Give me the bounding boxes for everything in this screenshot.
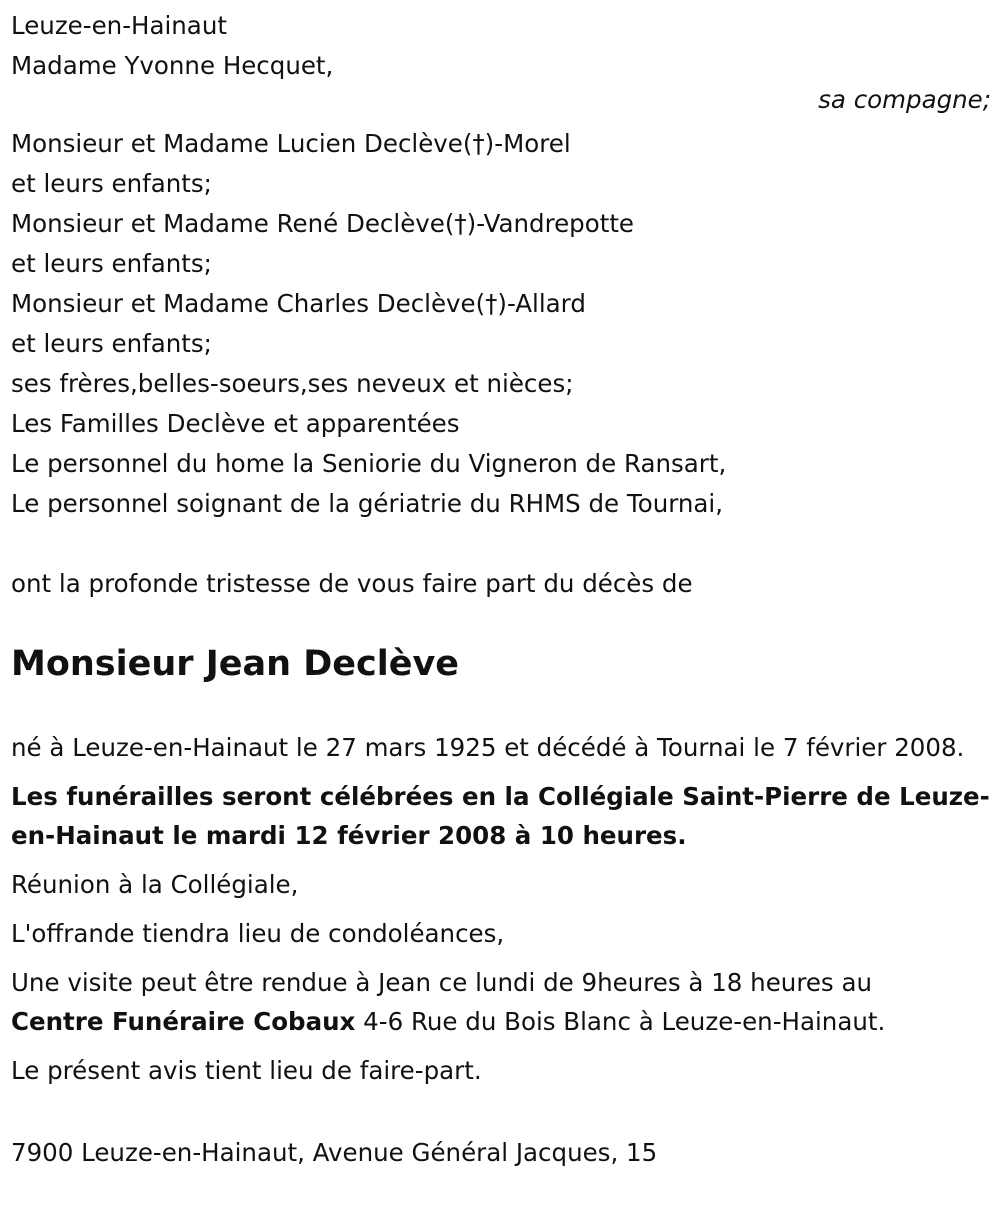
deceased-name: Monsieur Jean Declève (11, 644, 460, 684)
footer-address: 7900 Leuze-en-Hainaut, Avenue Général Jacques, 15 (11, 1138, 658, 1167)
partner-name: Madame Yvonne Hecquet, (11, 51, 334, 80)
visit-address: 4-6 Rue du Bois Blanc à Leuze-en-Hainaut. (355, 1007, 886, 1036)
visit-info (11, 963, 991, 1041)
announcement: ont la profonde tristesse de vous faire part du décès de (11, 569, 693, 598)
header-city: Leuze-en-Hainaut (11, 11, 227, 40)
family-line: et leurs enfants; (11, 329, 212, 358)
meeting-info: Réunion à la Collégiale, (11, 870, 299, 899)
notice-info: Le présent avis tient lieu de faire-part. (11, 1056, 482, 1085)
family-line: Monsieur et Madame Lucien Declève(†)-Morel (11, 129, 571, 158)
offering-info: L'offrande tiendra lieu de condoléances, (11, 919, 505, 948)
family-line: Les Familles Declève et apparentées (11, 409, 460, 438)
family-line: ses frères,belles-soeurs,ses neveux et nièces; (11, 369, 574, 398)
visit-intro: Une visite peut être rendue à Jean ce lundi de 9heures à 18 heures au (11, 968, 873, 997)
partner-role: sa compagne; (818, 85, 991, 114)
birth-death-info: né à Leuze-en-Hainaut le 27 mars 1925 et décédé à Tournai le 7 février 2008. (11, 733, 965, 762)
visit-place: Centre Funéraire Cobaux (11, 1007, 356, 1036)
family-line: et leurs enfants; (11, 169, 212, 198)
obituary-notice (11, 6, 991, 1173)
family-line: Le personnel du home la Seniorie du Vigneron de Ransart, (11, 449, 727, 478)
funeral-info: Les funérailles seront célébrées en la Collégiale Saint-Pierre de Leuze-en-Hainaut le mardi 12 février 2008 à 10 heures. (11, 782, 990, 850)
family-list (11, 124, 991, 524)
family-line: Monsieur et Madame René Declève(†)-Vandrepotte (11, 209, 635, 238)
family-line: et leurs enfants; (11, 249, 212, 278)
family-line: Le personnel soignant de la gériatrie du RHMS de Tournai, (11, 489, 724, 518)
family-line: Monsieur et Madame Charles Declève(†)-Allard (11, 289, 586, 318)
